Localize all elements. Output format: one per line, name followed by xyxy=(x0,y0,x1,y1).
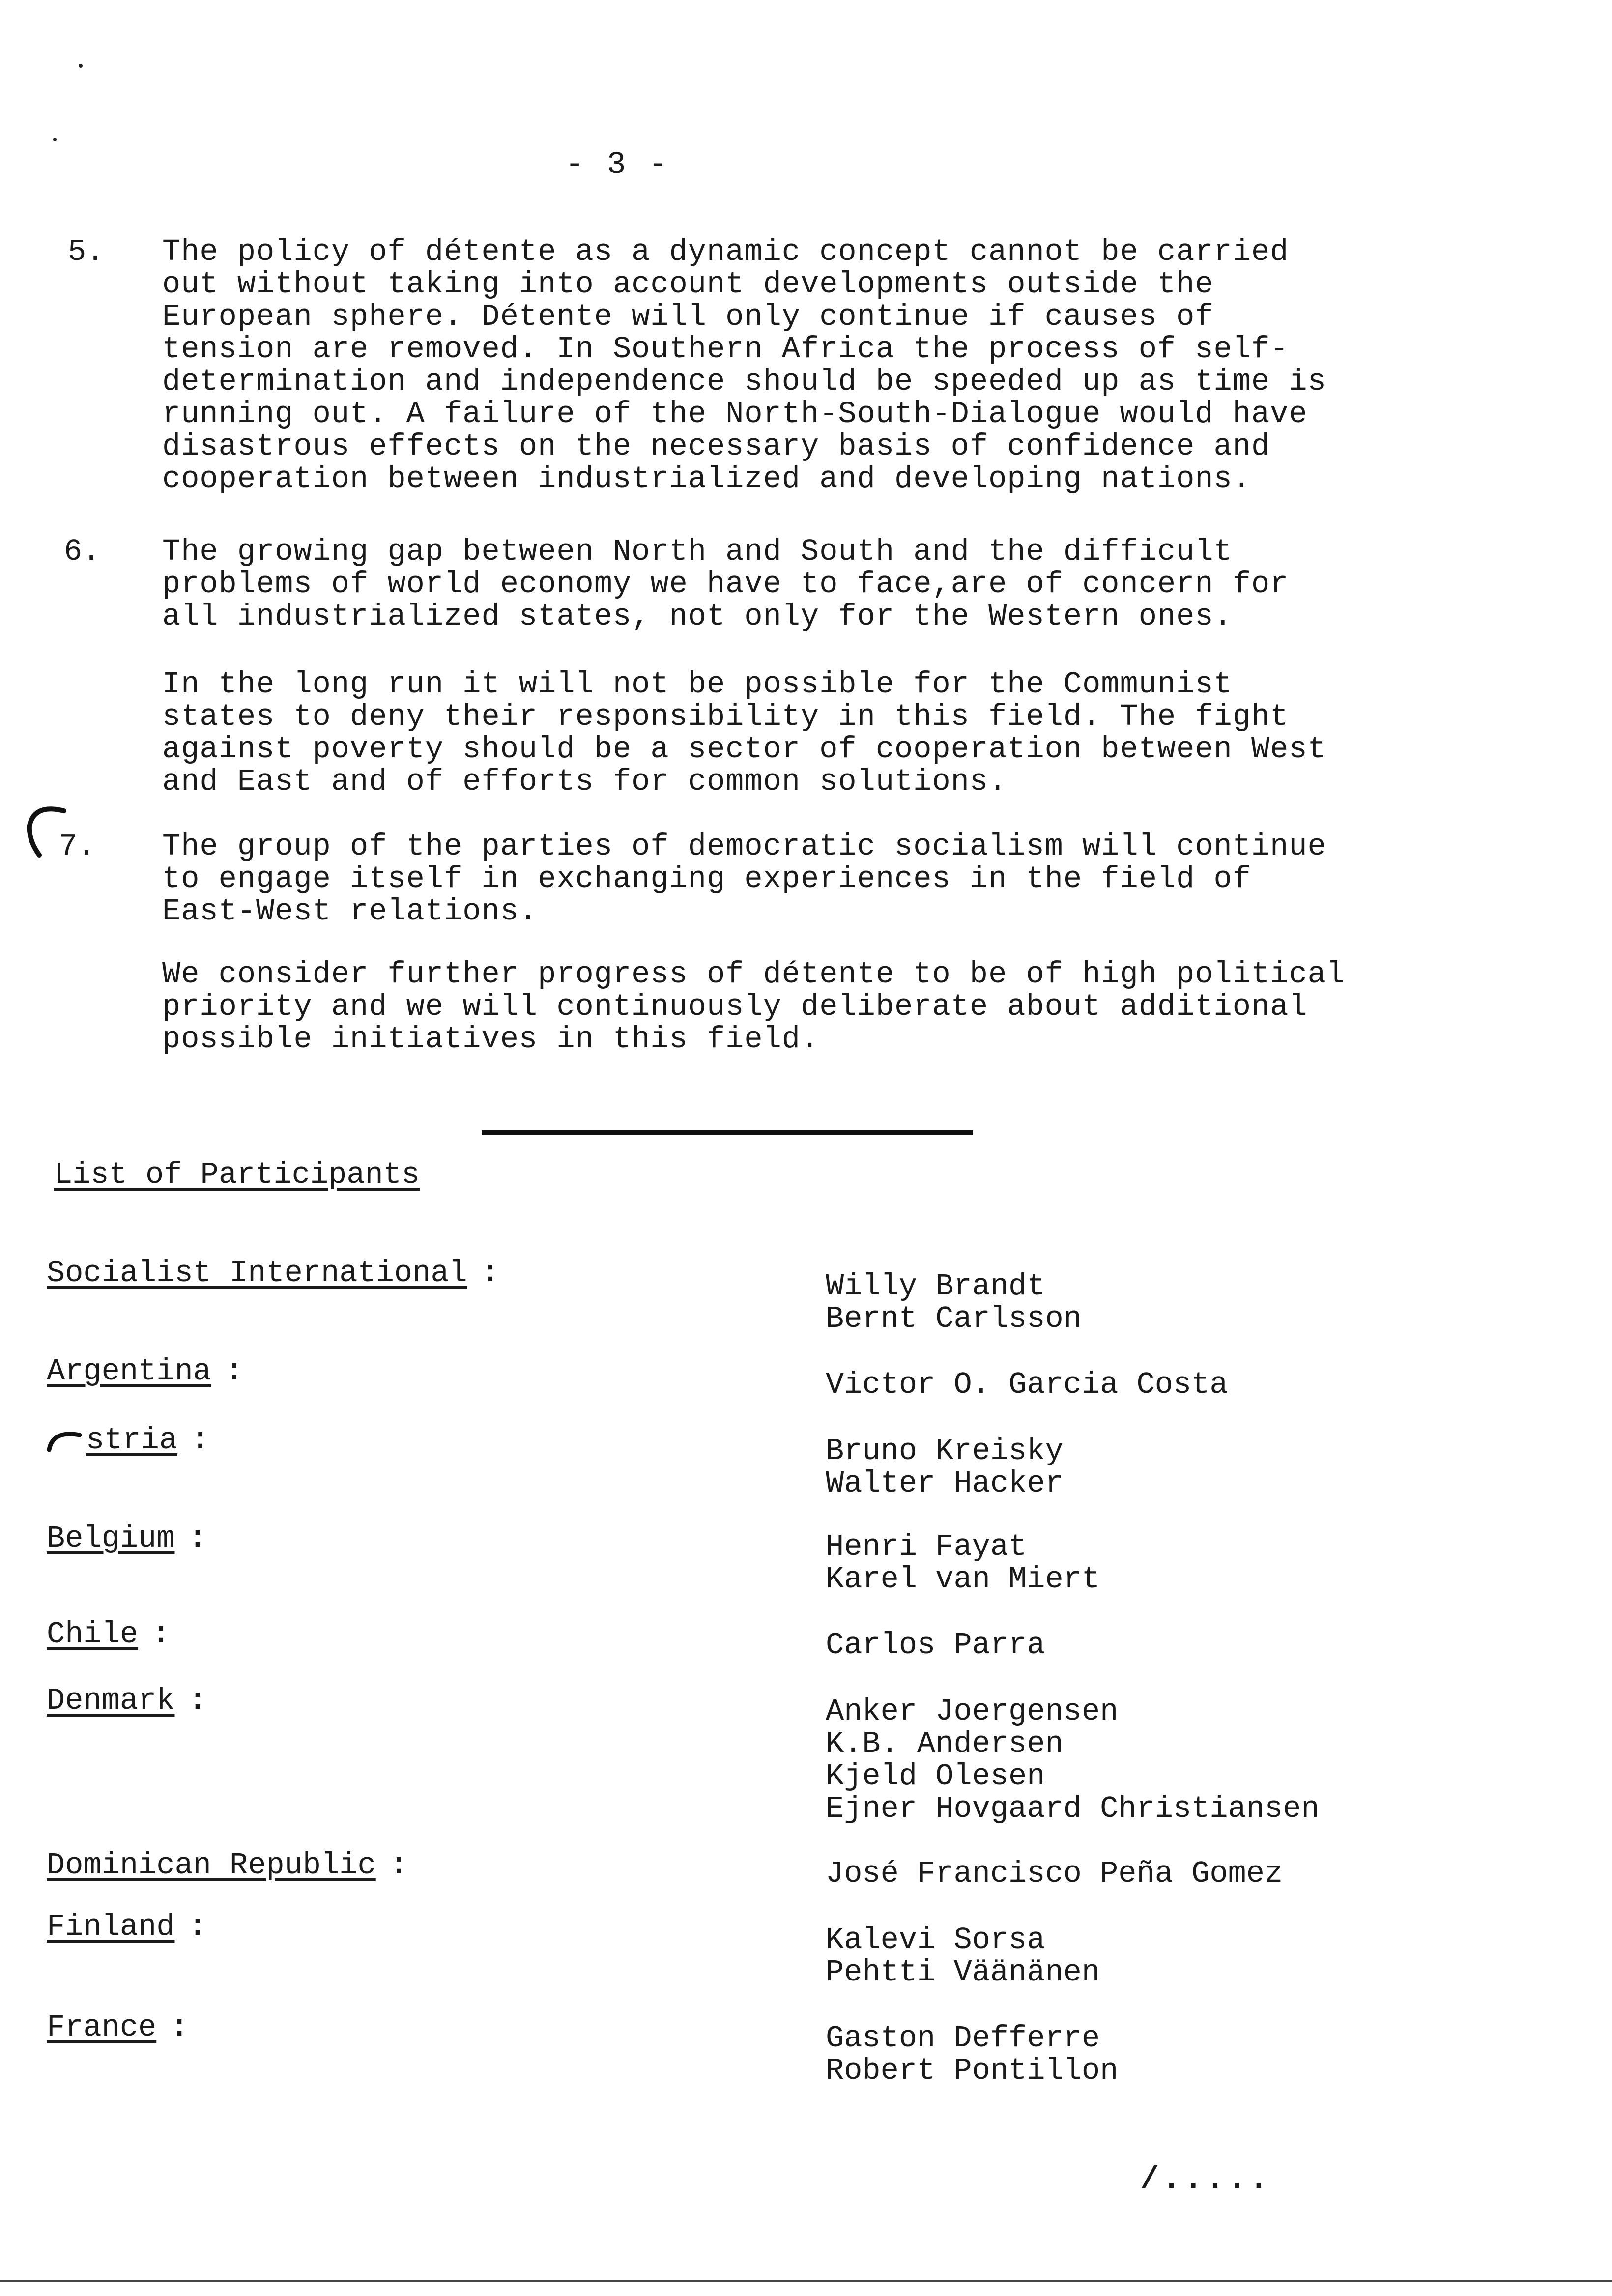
country-colon: : xyxy=(191,1423,210,1458)
participant-name: Karel van Miert xyxy=(826,1562,1100,1597)
participant-names xyxy=(826,1924,1100,1989)
country-colon: : xyxy=(188,1521,207,1556)
participant-names xyxy=(826,1629,1045,1662)
country-name: Denmark xyxy=(47,1683,175,1718)
bottom-rule xyxy=(0,2280,1612,2282)
paragraph-7-continuation: We consider further progress of détente to be of high political priority and we will continuously deliberate about additional possible initiatives in this field. xyxy=(162,957,1345,1057)
continuation-marker: /..... xyxy=(1140,2162,1271,2198)
country-name: Dominican Republic xyxy=(47,1848,376,1883)
country-name: Belgium xyxy=(47,1521,175,1556)
paragraph-number: 6. xyxy=(64,534,101,569)
participant-country xyxy=(47,1617,170,1652)
participant-name: Kjeld Olesen xyxy=(826,1759,1045,1794)
participant-names xyxy=(826,1369,1228,1401)
participant-name: Willy Brandt xyxy=(826,1269,1045,1304)
participant-name: K.B. Andersen xyxy=(826,1726,1064,1761)
country-colon: : xyxy=(481,1256,499,1291)
country-colon: : xyxy=(152,1617,171,1652)
country-colon: : xyxy=(225,1354,244,1389)
participant-country xyxy=(47,1848,408,1883)
participants-title: List of Participants xyxy=(54,1157,420,1192)
participant-name: Anker Joergensen xyxy=(826,1694,1119,1729)
participant-name: Pehtti Väänänen xyxy=(826,1955,1100,1990)
participant-country xyxy=(47,2010,188,2045)
section-divider xyxy=(482,1130,973,1135)
country-name: France xyxy=(47,2010,157,2045)
country-colon: : xyxy=(389,1848,408,1883)
participant-name: José Francisco Peña Gomez xyxy=(826,1856,1283,1891)
paragraph-number: 7. xyxy=(59,829,96,864)
participant-name: Bruno Kreisky xyxy=(826,1434,1064,1468)
participant-names xyxy=(826,1531,1100,1596)
participant-country xyxy=(86,1423,209,1458)
country-colon: : xyxy=(170,2010,189,2045)
participant-name: Gaston Defferre xyxy=(826,2021,1100,2056)
participant-name: Robert Pontillon xyxy=(826,2053,1119,2088)
paragraph-6: The growing gap between North and South and the difficult problems of world economy we have to face,are of concern for all industrialized states, not only for the Western ones. xyxy=(162,534,1289,634)
participant-name: Kalevi Sorsa xyxy=(826,1923,1045,1957)
participant-country xyxy=(47,1683,207,1718)
paragraph-6-continuation: In the long run it will not be possible for the Communist states to deny their responsibility in this field. The fight against poverty should be a sector of cooperation between West and East and of efforts for common solutions. xyxy=(162,667,1326,799)
country-name: Argentina xyxy=(47,1354,211,1389)
country-colon: : xyxy=(188,1909,207,1944)
country-name: stria xyxy=(86,1423,178,1458)
scan-dot xyxy=(79,64,83,68)
participant-names xyxy=(826,1435,1064,1500)
paragraph-7: The group of the parties of democratic socialism will continue to engage itself in exchanging experiences in the field of East-West relations. xyxy=(162,829,1326,929)
participant-country xyxy=(47,1909,207,1944)
participant-country xyxy=(47,1256,499,1291)
handwritten-bracket-mark xyxy=(45,1425,85,1455)
paragraph-5: The policy of détente as a dynamic concept cannot be carried out without taking into account developments outside the European sphere. Détente will only continue if causes of tension are removed. In Southern Africa the process of self- determination and independence should be speeded up as time is running out. A failure of the North-South-Dialogue would have disastrous effects on the necessary basis of confidence and cooperation between industrialized and developing nations. xyxy=(162,234,1326,496)
participant-name: Victor O. Garcia Costa xyxy=(826,1367,1228,1402)
scan-dot xyxy=(53,138,57,141)
participant-country xyxy=(47,1521,207,1556)
participant-country xyxy=(47,1354,243,1389)
participant-name: Bernt Carlsson xyxy=(826,1301,1082,1336)
country-name: Chile xyxy=(47,1617,139,1652)
country-name: Finland xyxy=(47,1909,175,1944)
participant-name: Ejner Hovgaard Christiansen xyxy=(826,1791,1320,1826)
participant-name: Henri Fayat xyxy=(826,1529,1027,1564)
participant-name: Carlos Parra xyxy=(826,1628,1045,1663)
country-colon: : xyxy=(188,1683,207,1718)
country-name: Socialist International xyxy=(47,1256,467,1291)
participant-names xyxy=(826,1695,1320,1825)
participant-names xyxy=(826,1858,1283,1890)
paragraph-number: 5. xyxy=(68,234,105,269)
participant-name: Walter Hacker xyxy=(826,1466,1064,1501)
participant-names xyxy=(826,1270,1082,1335)
participant-names xyxy=(826,2022,1118,2087)
page-number: - 3 - xyxy=(565,147,670,183)
